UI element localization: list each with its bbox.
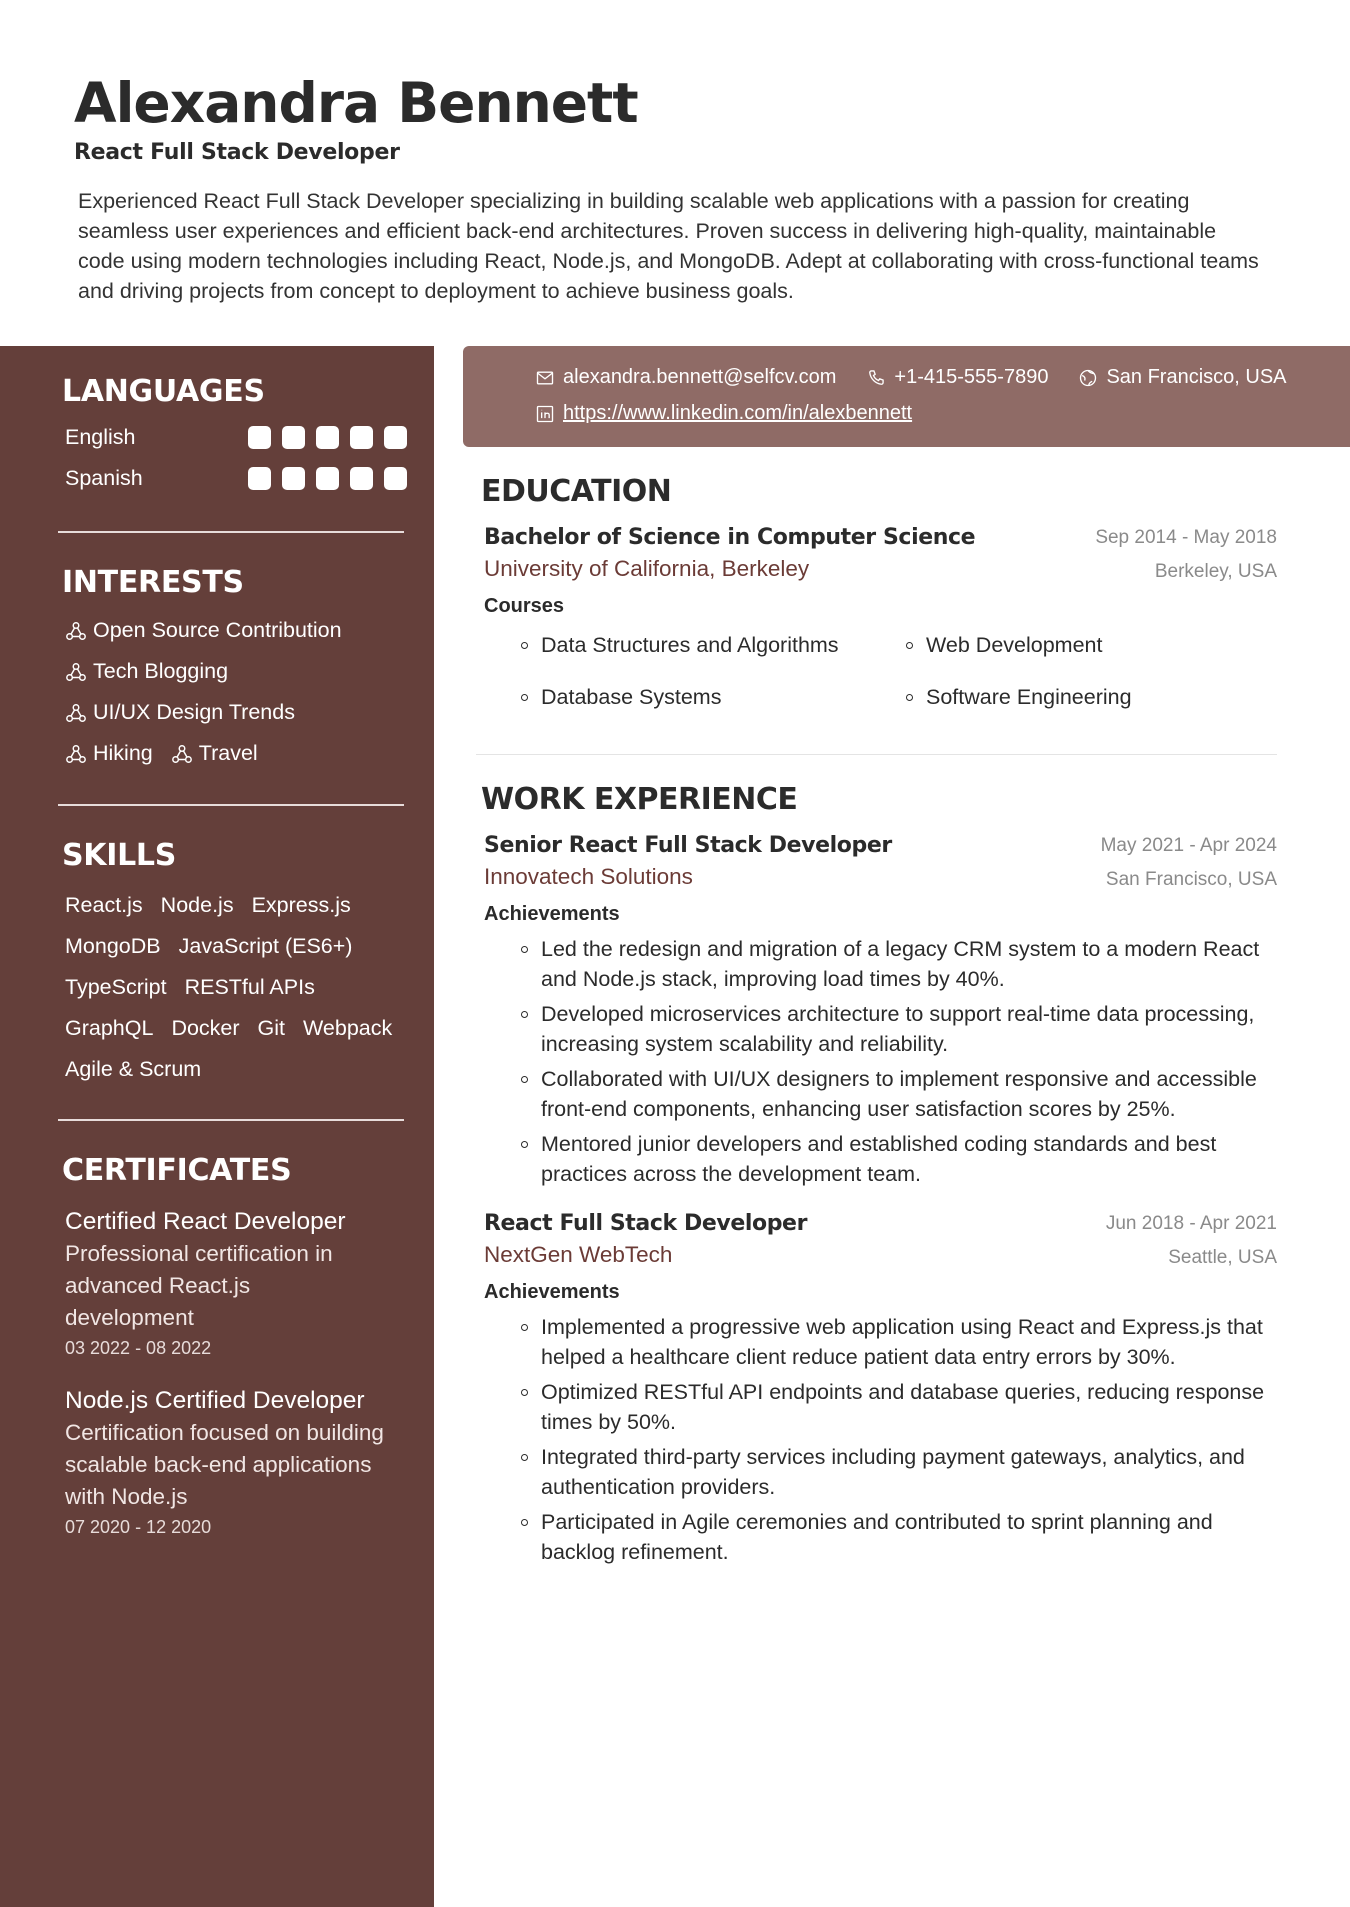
job-location: San Francisco, USA bbox=[1105, 869, 1277, 890]
interest-item: UI/UX Design Trends bbox=[65, 700, 295, 725]
skill-item: Docker bbox=[171, 1016, 240, 1040]
certificate-description: Professional certification in advanced React.js development bbox=[65, 1241, 333, 1330]
certificate-item bbox=[62, 1385, 407, 1538]
location-text: San Francisco, USA bbox=[1106, 366, 1287, 388]
achievement-item: Implemented a progressive web application using React and Express.js that helped a healthcare client reduce patient data entry errors by 30%. bbox=[541, 1312, 1281, 1372]
education-location: Berkeley, USA bbox=[1154, 561, 1277, 582]
skill-item: GraphQL bbox=[65, 1016, 154, 1040]
network-icon bbox=[171, 743, 193, 765]
language-row bbox=[62, 417, 407, 458]
level-dot bbox=[282, 426, 305, 449]
education-section bbox=[481, 474, 1277, 716]
interest-item: Hiking bbox=[65, 741, 153, 766]
achievements-list bbox=[481, 934, 1277, 1189]
achievements-label: Achievements bbox=[484, 903, 620, 925]
network-icon bbox=[65, 743, 87, 765]
job-entry bbox=[481, 1207, 1277, 1567]
candidate-role: React Full Stack Developer bbox=[74, 140, 400, 165]
level-dot bbox=[384, 467, 407, 490]
sidebar bbox=[0, 346, 434, 1907]
languages-title: LANGUAGES bbox=[62, 374, 265, 409]
skill-item: TypeScript bbox=[65, 975, 167, 999]
job-entry bbox=[481, 829, 1277, 1189]
work-experience-section bbox=[481, 782, 1277, 1572]
language-row bbox=[62, 458, 407, 499]
achievements-list bbox=[481, 1312, 1277, 1567]
course-item: Database Systems bbox=[541, 678, 926, 716]
course-item: Web Development bbox=[926, 626, 1306, 664]
certificate-description: Certification focused on building scalable back-end applications with Node.js bbox=[65, 1420, 384, 1509]
achievement-item: Optimized RESTful API endpoints and database queries, reducing response times by 50%. bbox=[541, 1377, 1281, 1437]
job-date: Jun 2018 - Apr 2021 bbox=[1105, 1213, 1277, 1234]
certificate-name: Certified React Developer bbox=[65, 1208, 346, 1235]
level-dot bbox=[350, 467, 373, 490]
language-level-dots bbox=[248, 426, 407, 449]
job-date: May 2021 - Apr 2024 bbox=[1100, 835, 1277, 856]
achievements-label: Achievements bbox=[484, 1281, 620, 1303]
courses-list bbox=[481, 626, 1277, 716]
globe-icon bbox=[1078, 368, 1098, 388]
phone-contact[interactable] bbox=[866, 366, 1048, 389]
course-item: Data Structures and Algorithms bbox=[541, 626, 926, 664]
skill-item: MongoDB bbox=[65, 934, 161, 958]
courses-label: Courses bbox=[484, 595, 565, 617]
skill-item: React.js bbox=[65, 893, 143, 917]
section-divider bbox=[58, 804, 404, 806]
email-text: alexandra.bennett@selfcv.com bbox=[563, 366, 837, 388]
level-dot bbox=[316, 467, 339, 490]
level-dot bbox=[350, 426, 373, 449]
languages-section bbox=[62, 374, 407, 499]
level-dot bbox=[248, 467, 271, 490]
achievement-item: Collaborated with UI/UX designers to implement responsive and accessible front-end components, enhancing user satisfaction scores by 25%. bbox=[541, 1064, 1281, 1124]
resume-header bbox=[74, 70, 1274, 306]
contact-bar bbox=[463, 346, 1350, 447]
linkedin-link[interactable]: https://www.linkedin.com/in/alexbennett bbox=[563, 402, 913, 424]
certificates-section bbox=[62, 1153, 407, 1538]
degree-title: Bachelor of Science in Computer Science bbox=[484, 525, 976, 550]
education-title: EDUCATION bbox=[481, 474, 672, 509]
job-title: React Full Stack Developer bbox=[484, 1211, 808, 1236]
skill-item: JavaScript (ES6+) bbox=[178, 934, 353, 958]
achievement-item: Participated in Agile ceremonies and contributed to sprint planning and backlog refinement. bbox=[541, 1507, 1281, 1567]
skills-section bbox=[62, 838, 407, 1090]
network-icon bbox=[65, 620, 87, 642]
certificate-name: Node.js Certified Developer bbox=[65, 1387, 365, 1414]
skill-item: RESTful APIs bbox=[184, 975, 315, 999]
level-dot bbox=[248, 426, 271, 449]
work-experience-title: WORK EXPERIENCE bbox=[481, 782, 798, 817]
level-dot bbox=[316, 426, 339, 449]
skill-item: Git bbox=[257, 1016, 286, 1040]
education-date: Sep 2014 - May 2018 bbox=[1095, 527, 1277, 548]
company-name: NextGen WebTech bbox=[484, 1242, 673, 1267]
certificates-title: CERTIFICATES bbox=[62, 1153, 292, 1188]
skill-item: Webpack bbox=[303, 1016, 393, 1040]
section-divider bbox=[476, 754, 1277, 755]
skills-title: SKILLS bbox=[62, 838, 177, 873]
company-name: Innovatech Solutions bbox=[484, 864, 693, 889]
interest-item: Tech Blogging bbox=[65, 659, 228, 684]
interest-item: Travel bbox=[171, 741, 258, 766]
certificate-date: 07 2020 - 12 2020 bbox=[65, 1517, 212, 1537]
language-level-dots bbox=[248, 467, 407, 490]
location-contact bbox=[1078, 366, 1286, 389]
linkedin-icon bbox=[535, 404, 555, 424]
interest-item: Open Source Contribution bbox=[65, 618, 342, 643]
network-icon bbox=[65, 661, 87, 683]
mail-icon bbox=[535, 368, 555, 388]
achievement-item: Integrated third-party services including payment gateways, analytics, and authentication providers. bbox=[541, 1442, 1281, 1502]
linkedin-contact[interactable] bbox=[535, 402, 912, 425]
achievement-item: Mentored junior developers and established coding standards and best practices across the development team. bbox=[541, 1129, 1281, 1189]
network-icon bbox=[65, 702, 87, 724]
job-location: Seattle, USA bbox=[1168, 1247, 1277, 1268]
level-dot bbox=[282, 467, 305, 490]
certificate-item bbox=[62, 1206, 407, 1359]
school-name: University of California, Berkeley bbox=[484, 556, 810, 581]
certificate-date: 03 2022 - 08 2022 bbox=[65, 1338, 212, 1358]
achievement-item: Developed microservices architecture to support real-time data processing, increasing system scalability and reliability. bbox=[541, 999, 1281, 1059]
skill-item: Agile & Scrum bbox=[65, 1057, 202, 1081]
job-title: Senior React Full Stack Developer bbox=[484, 833, 892, 858]
phone-icon bbox=[866, 368, 886, 388]
section-divider bbox=[58, 1119, 404, 1121]
interests-section bbox=[62, 565, 407, 774]
language-name: Spanish bbox=[65, 466, 143, 490]
candidate-name: Alexandra Bennett bbox=[74, 71, 638, 135]
course-item: Software Engineering bbox=[926, 678, 1306, 716]
email-contact[interactable] bbox=[535, 366, 836, 389]
profile-summary: Experienced React Full Stack Developer specializing in building scalable web applications with a passion for creating seamless user experiences and efficient back-end architectures. Proven success in delivering high-quality, maintainable code using modern technologies including React, Node.js, and MongoDB. Adept at collaborating with cross-functional teams and driving projects from concept to deployment to achieve business goals. bbox=[78, 189, 1259, 303]
interests-title: INTERESTS bbox=[62, 565, 244, 600]
phone-text: +1-415-555-7890 bbox=[894, 366, 1049, 388]
achievement-item: Led the redesign and migration of a legacy CRM system to a modern React and Node.js stack, improving load times by 40%. bbox=[541, 934, 1281, 994]
language-name: English bbox=[65, 425, 136, 449]
skill-item: Node.js bbox=[160, 893, 234, 917]
skill-item: Express.js bbox=[251, 893, 351, 917]
level-dot bbox=[384, 426, 407, 449]
section-divider bbox=[58, 531, 404, 533]
